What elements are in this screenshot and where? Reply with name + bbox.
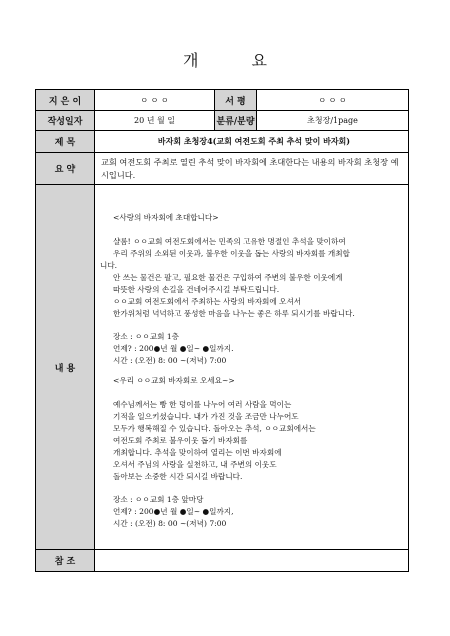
row-date	[36, 111, 409, 131]
content-line: 니다.	[100, 261, 118, 270]
content-line: 모두가 행복해질 수 있습니다. 돌아오는 추석, ㅇㅇ교회에서는	[113, 424, 316, 433]
review-label: 서 평	[215, 90, 257, 111]
content-line: 언제? : 200●년 월 ●일~ ●일까지,	[113, 507, 234, 516]
row-reference	[36, 550, 409, 572]
summary-label: 요 약	[36, 153, 95, 185]
content-line: 장소 : ㅇㅇ교회 1층	[113, 332, 179, 341]
review-value: ㅇ ㅇ ㅇ	[257, 90, 409, 111]
content-line: 샬롬! ㅇㅇ교회 여전도회에서는 민족의 고유한 명절인 추석을 맞이하여	[113, 237, 346, 246]
content-line: 장소 : ㅇㅇ교회 1층 앞마당	[113, 495, 204, 504]
writer-label: 지 은 이	[36, 90, 95, 111]
content-line: 언제? : 200●년 월 ●일~ ●일까지.	[113, 344, 234, 353]
row-writer	[36, 90, 409, 111]
content-line: <사랑의 바자회에 초대합니다>	[113, 213, 219, 222]
reference-label: 참 조	[36, 550, 95, 572]
content-line: 개최합니다. 추석을 맞이하여 열리는 이번 바자회에	[113, 448, 282, 457]
summary-value: 교회 여전도회 주최로 열린 추석 맞이 바자회에 초대한다는 내용의 바자회 초청장 예시입니다.	[95, 153, 409, 185]
row-summary	[36, 153, 409, 185]
content-line: 예수님께서는 빵 한 덩이를 나누어 여러 사람을 먹이는	[113, 400, 292, 409]
content-line: 오셔서 주님의 사랑을 실천하고, 내 주변의 이웃도	[113, 460, 277, 469]
overview-table	[35, 89, 409, 572]
date-label: 작성일자	[36, 111, 95, 131]
content-line: 돌아보는 소중한 시간 되시길 바랍니다.	[113, 472, 243, 481]
title-label: 제 목	[36, 131, 95, 153]
content-line: 안 쓰는 물건은 팔고, 필요한 물건은 구입하여 주변의 불우한 이웃에게	[113, 273, 343, 282]
row-title	[36, 131, 409, 153]
page-title: 개 요	[183, 51, 291, 70]
row-content	[36, 185, 409, 550]
content-line: 우리 주위의 소외된 이웃과, 불우한 이웃을 돕는 사랑의 바자회를 개최합	[113, 249, 350, 258]
reference-value	[95, 550, 409, 572]
date-value: 20 년 월 일	[95, 111, 215, 131]
content-line: 한가위처럼 넉넉하고 풍성한 마음을 나누는 좋은 하루 되시기를 바랍니다.	[113, 309, 355, 318]
content-line: 시간 : (오전) 8: 00 ~(저녁) 7:00	[113, 356, 227, 365]
content-line: 기적을 일으키셨습니다. 내가 가진 것을 조금만 나누어도	[113, 412, 299, 421]
content-line: 시간 : (오전) 8: 00 ~(저녁) 7:00	[113, 519, 227, 528]
content-line: 따뜻한 사랑의 손길을 건네어주시길 부탁드립니다.	[113, 285, 280, 294]
title-value: 바자회 초청장4(교회 여전도회 주최 추석 맞이 바자회)	[95, 131, 409, 153]
content-line: ㅇㅇ교회 여전도회에서 주최하는 사랑의 바자회에 오셔서	[113, 297, 302, 306]
content-line: 여전도회 주최로 불우이웃 돕기 바자회를	[113, 436, 248, 445]
category-value: 초청장/1page	[257, 111, 409, 131]
writer-value: ㅇ ㅇ ㅇ	[95, 90, 215, 111]
content-body	[95, 185, 409, 550]
content-line: <우리 ㅇㅇ교회 바자회로 오세요~>	[113, 376, 235, 385]
content-label: 내 용	[36, 185, 95, 550]
category-label: 분류/분량	[215, 111, 257, 131]
